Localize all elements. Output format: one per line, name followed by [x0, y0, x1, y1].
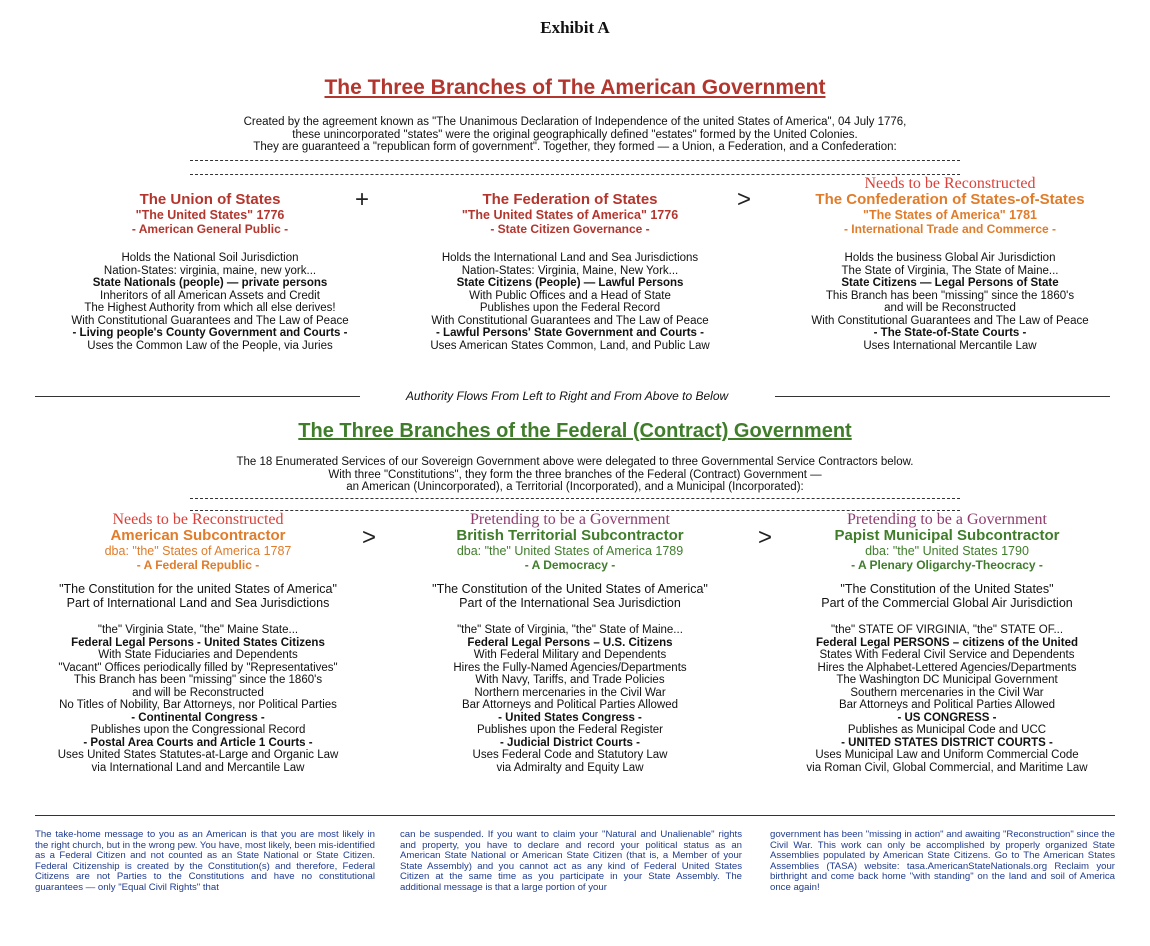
- branch-subtitle: - A Federal Republic -: [136, 558, 260, 572]
- branch-line: Inheritors of all American Assets and Credit: [100, 289, 320, 302]
- intro-line: an American (Unincorporated), a Territorial (Incorporated), and a Municipal (Incorporated):: [346, 481, 804, 493]
- constitution-name: "The Constitution for the united States of America": [59, 582, 337, 596]
- branch-line: "the" Virginia State, "the" Maine State...: [97, 624, 299, 636]
- greater-than-operator: >: [737, 186, 752, 213]
- branch-dba: dba: "the" States of America 1787: [104, 544, 292, 558]
- branch-line: Uses American States Common, Land, and Public Law: [430, 339, 710, 352]
- flow-divider-left: [35, 396, 360, 397]
- branch-line: This Branch has been "missing" since the 1860's: [73, 674, 323, 686]
- branch-line: Publishes upon the Federal Record: [479, 302, 661, 314]
- branch-line: Bar Attorneys and Political Parties Allowed: [461, 699, 679, 711]
- intro-line: With three "Constitutions", they form the three branches of the Federal (Contract) Government —: [328, 468, 822, 481]
- branch-dba: dba: "the" United States 1790: [865, 544, 1029, 558]
- branch-dba: "The United States" 1776: [135, 208, 285, 222]
- branch-papist-subcontractor: [767, 512, 1127, 774]
- intro-line: Created by the agreement known as "The Unanimous Declaration of Independence of the united States of America", 04 July 1776,: [243, 116, 907, 128]
- reconstruct-note: Needs to be Reconstructed: [112, 511, 284, 528]
- branch-line: Publishes upon the Congressional Record: [90, 724, 306, 736]
- branch-line: With Navy, Tariffs, and Trade Policies: [475, 674, 665, 686]
- branch-subtitle: - A Plenary Oligarchy-Theocracy -: [851, 558, 1043, 572]
- branch-line: This Branch has been "missing" since the 1860's: [825, 289, 1075, 302]
- branch-line: "Vacant" Offices periodically filled by "Representatives": [58, 661, 338, 674]
- branch-line: State Citizens (People) — Lawful Persons: [456, 277, 684, 289]
- branch-line: - Continental Congress -: [131, 711, 265, 724]
- branch-union: [35, 192, 385, 352]
- branch-confederation: [775, 176, 1125, 352]
- branch-line: The Highest Authority from which all else derives!: [84, 302, 336, 314]
- branch-line: States With Federal Civil Service and Dependents: [819, 649, 1075, 661]
- branch-line: Holds the business Global Air Jurisdiction: [844, 252, 1056, 264]
- branch-line: - US CONGRESS -: [897, 711, 997, 724]
- branch-line: Uses Municipal Law and Uniform Commercial Code: [815, 749, 1079, 761]
- greater-than-operator: >: [758, 524, 773, 551]
- intro-paragraph: [100, 116, 1050, 154]
- exhibit-label: Exhibit A: [540, 18, 610, 37]
- branch-line: Federal Legal Persons - United States Citizens: [71, 636, 325, 649]
- constitution-name: "The Constitution of the United States": [840, 582, 1054, 596]
- branch-line: With Constitutional Guarantees and The Law of Peace: [431, 314, 709, 327]
- branch-line: and will be Reconstructed: [884, 302, 1016, 314]
- pretend-note: Pretending to be a Government: [847, 511, 1047, 528]
- branch-line: - Lawful Persons' State Government and Courts -: [436, 327, 704, 339]
- dashed-divider: [190, 160, 960, 161]
- footer-divider: [35, 815, 1115, 816]
- dashed-divider: [190, 498, 960, 499]
- branch-line: State Nationals (people) — private persons: [92, 277, 328, 289]
- branch-line: via Admiralty and Equity Law: [496, 761, 644, 774]
- branch-line: With State Fiduciaries and Dependents: [98, 649, 298, 661]
- branch-line: Hires the Alphabet-Lettered Agencies/Departments: [817, 661, 1077, 674]
- branch-lines: [395, 624, 745, 774]
- flow-divider-right: [775, 396, 1110, 397]
- branch-line: Holds the National Soil Jurisdiction: [121, 252, 299, 264]
- branch-lines: [23, 624, 373, 774]
- branch-lines: [395, 252, 745, 352]
- branch-line: - Postal Area Courts and Article 1 Courts -: [83, 736, 313, 749]
- branch-line: - Living people's County Government and Courts -: [72, 327, 348, 339]
- branch-name: Papist Municipal Subcontractor: [834, 527, 1060, 544]
- branch-line: State Citizens — Legal Persons of State: [841, 277, 1059, 289]
- footer-column-3: government has been "missing in action" and awaiting "Reconstruction" since the Civil War. This work can only be accomplished by properly organized State Assemblies populated by American State Citizens. Go to The American States Assemblies (TASA) website: tasa.AmericanStateNationals.org Reclaim your birthright and come back home "with standing" on the land and soil of America once again!: [770, 829, 1115, 893]
- intro-line: They are guaranteed a "republican form of government". Together, they formed — a Union, a Federation, and a Confederation:: [253, 141, 897, 153]
- branch-line: Nation-States: Virginia, Maine, New York...: [461, 264, 679, 277]
- intro-line: these unincorporated "states" were the original geographically defined "estates" formed by the United Colonies.: [292, 128, 858, 141]
- branch-american-subcontractor: [23, 512, 373, 774]
- branch-line: Northern mercenaries in the Civil War: [474, 686, 666, 699]
- branch-dba: "The States of America" 1781: [863, 208, 1037, 222]
- branch-line: Uses International Mercantile Law: [863, 339, 1037, 352]
- branch-line: With Constitutional Guarantees and The Law of Peace: [811, 314, 1089, 327]
- branch-line: With Federal Military and Dependents: [473, 649, 667, 661]
- branch-line: Nation-States: virginia, maine, new york...: [103, 264, 317, 277]
- jurisdiction: Part of International Land and Sea Jurisdictions: [66, 596, 330, 610]
- branch-line: The State of Virginia, The State of Maine...: [841, 264, 1059, 277]
- section-title-federal: The Three Branches of the Federal (Contract) Government: [298, 420, 852, 442]
- branch-subtitle: - International Trade and Commerce -: [843, 222, 1057, 236]
- branch-line: "the" STATE OF VIRGINIA, "the" STATE OF...: [830, 624, 1064, 636]
- branch-line: Uses Federal Code and Statutory Law: [472, 749, 668, 761]
- branch-lines: [767, 624, 1127, 774]
- footer-column-1: The take-home message to you as an American is that you are most likely in the right church, but in the wrong pew. You have, most likely, been mis-identified as a Federal Citizen and not counted as an State National or State Citizen. Federal Citizenship is created by the Constitution(s) and therefore, Federal Citizens are not Parties to the Constitutions and have no constitutional guarantees — only "Equal Civil Rights" that: [35, 829, 375, 893]
- branch-name: The Union of States: [139, 191, 281, 208]
- branch-line: Publishes as Municipal Code and UCC: [847, 724, 1047, 736]
- branch-line: Uses the Common Law of the People, via Juries: [87, 339, 333, 352]
- branch-line: The Washington DC Municipal Government: [836, 674, 1058, 686]
- branch-name: The Federation of States: [482, 191, 658, 208]
- branch-dba: "The United States of America" 1776: [461, 208, 679, 222]
- intro-line: The 18 Enumerated Services of our Sovereign Government above were delegated to three Governmental Service Contractors below.: [236, 456, 914, 468]
- branch-line: and will be Reconstructed: [132, 686, 264, 699]
- plus-operator: +: [355, 186, 370, 213]
- greater-than-operator: >: [362, 524, 377, 551]
- branch-line: No Titles of Nobility, Bar Attorneys, nor Political Parties: [59, 699, 337, 711]
- branch-federation: [395, 192, 745, 352]
- branch-line: Holds the International Land and Sea Jurisdictions: [441, 252, 699, 264]
- branch-name: The Confederation of States-of-States: [815, 191, 1085, 208]
- branch-line: Federal Legal Persons – U.S. Citizens: [467, 636, 673, 649]
- branch-line: Bar Attorneys and Political Parties Allowed: [838, 699, 1056, 711]
- branch-line: "the" State of Virginia, "the" State of Maine...: [457, 624, 683, 636]
- federal-intro: [100, 456, 1050, 494]
- branch-subtitle: - State Citizen Governance -: [490, 222, 650, 236]
- branch-line: via Roman Civil, Global Commercial, and Maritime Law: [806, 761, 1088, 774]
- branch-subtitle: - American General Public -: [131, 222, 289, 236]
- branch-line: - The State-of-State Courts -: [873, 327, 1027, 339]
- branch-line: Uses United States Statutes-at-Large and Organic Law: [57, 749, 339, 761]
- branch-subtitle: - A Democracy -: [524, 558, 616, 572]
- constitution-name: "The Constitution of the United States of America": [432, 582, 708, 596]
- branch-lines: [35, 252, 385, 352]
- branch-line: - UNITED STATES DISTRICT COURTS -: [841, 736, 1053, 749]
- branch-line: Hires the Fully-Named Agencies/Departments: [453, 661, 687, 674]
- branch-name: British Territorial Subcontractor: [456, 527, 684, 544]
- jurisdiction: Part of the Commercial Global Air Jurisdiction: [821, 596, 1073, 610]
- reconstruct-note: Needs to be Reconstructed: [864, 175, 1036, 192]
- jurisdiction: Part of the International Sea Jurisdiction: [459, 596, 681, 610]
- pretend-note: Pretending to be a Government: [470, 511, 670, 528]
- branch-lines: [775, 252, 1125, 352]
- branch-dba: dba: "the" United States of America 1789: [456, 544, 684, 558]
- branch-line: Publishes upon the Federal Register: [476, 724, 664, 736]
- branch-line: With Constitutional Guarantees and The Law of Peace: [71, 314, 349, 327]
- footer-column-2: can be suspended. If you want to claim your "Natural and Unalienable" rights and property, you have to declare and record your political status as an American State National or American State Citizen (that is, a Member of your State Assembly) and you cannot act as any kind of Federal United States Citizen at the same time as you participate in your State Assembly. The additional message is that a large portion of your: [400, 829, 742, 893]
- page-title: The Three Branches of The American Government: [324, 76, 826, 99]
- branch-line: Southern mercenaries in the Civil War: [850, 686, 1044, 699]
- branch-british-subcontractor: [395, 512, 745, 774]
- branch-line: Federal Legal PERSONS – citizens of the United: [815, 636, 1078, 649]
- dashed-divider: [190, 174, 960, 175]
- branch-line: - United States Congress -: [498, 711, 642, 724]
- branch-line: - Judicial District Courts -: [500, 736, 640, 749]
- authority-flow-text: Authority Flows From Left to Right and From Above to Below: [405, 389, 729, 403]
- branch-line: With Public Offices and a Head of State: [469, 289, 671, 302]
- branch-line: via International Land and Mercantile Law: [91, 761, 305, 774]
- branch-name: American Subcontractor: [110, 527, 286, 544]
